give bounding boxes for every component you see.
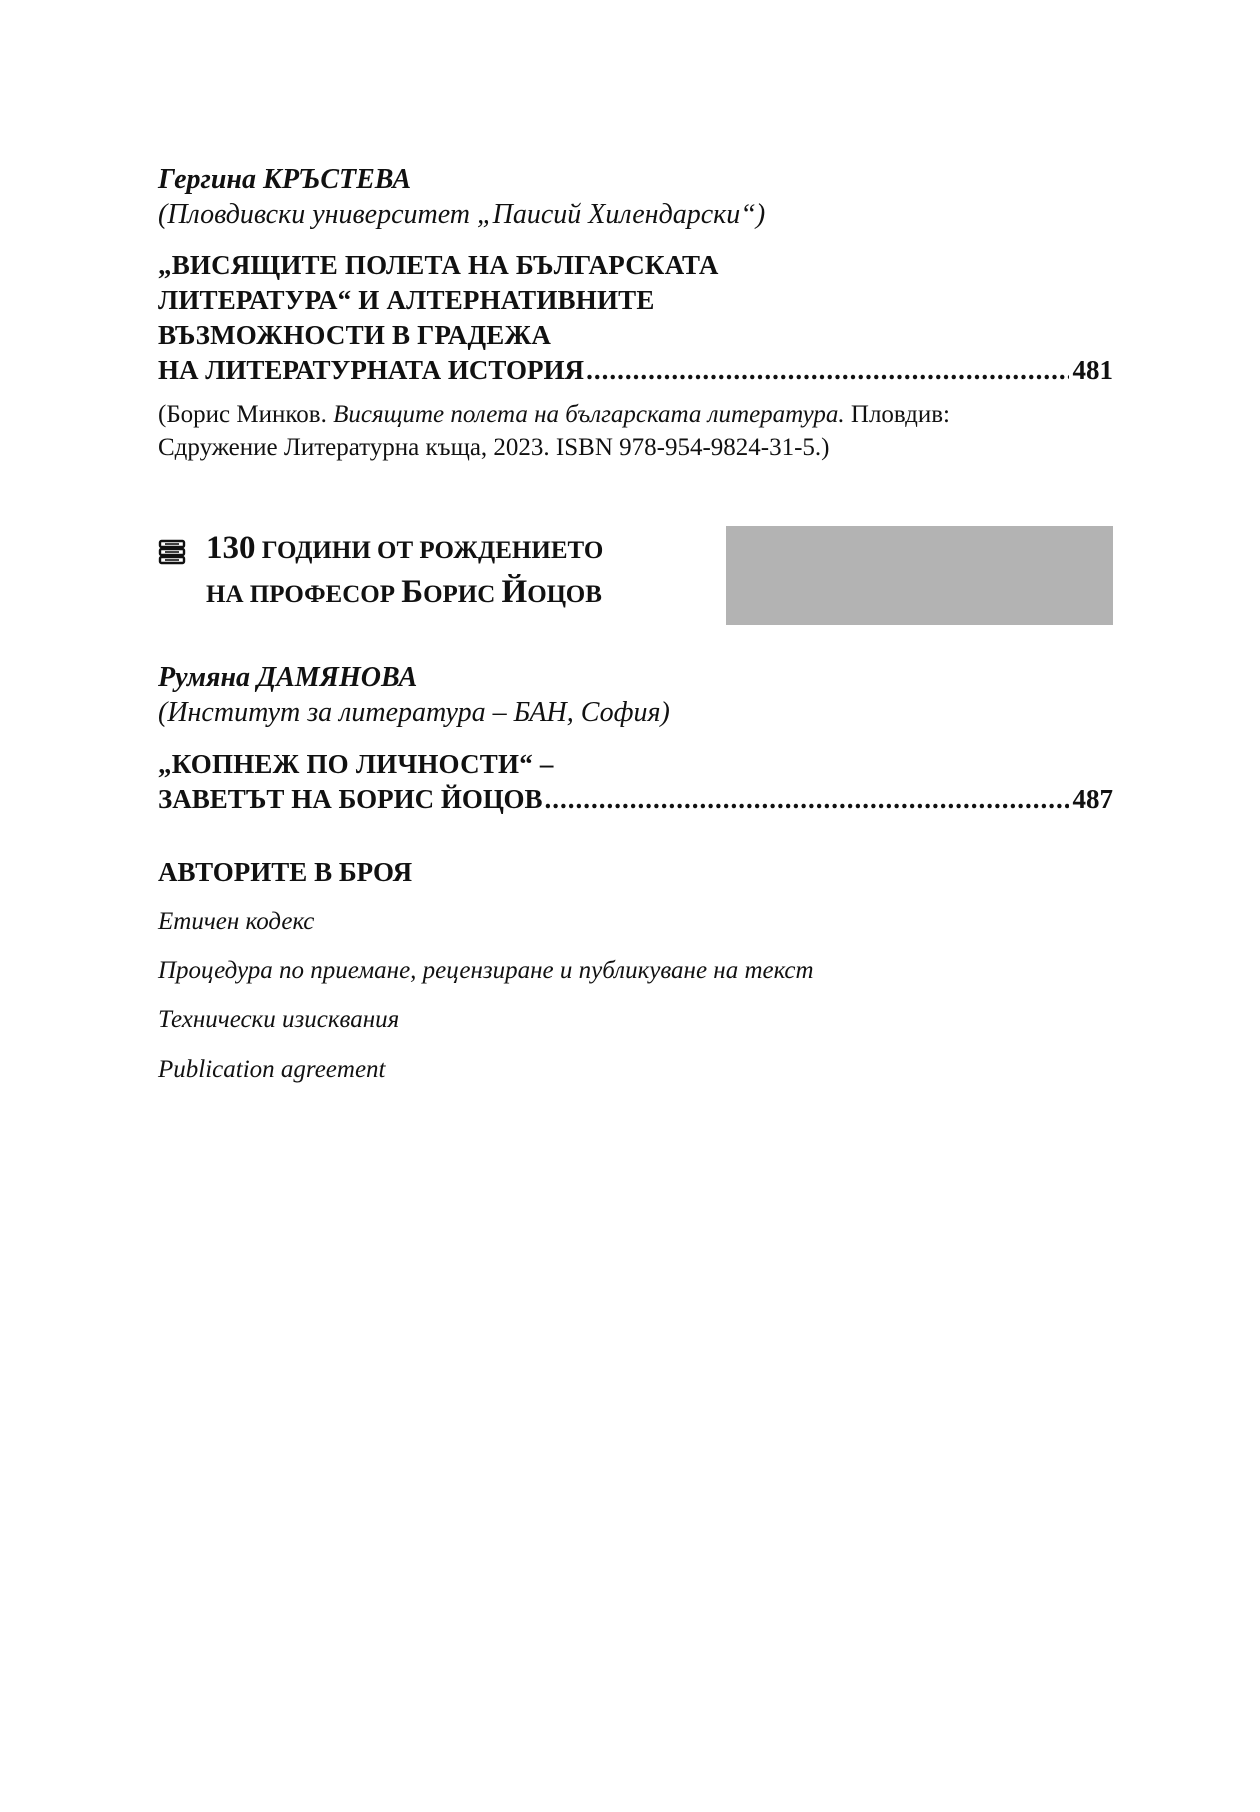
entry1-note-prefix: (Борис Минков. (158, 401, 334, 428)
entry2-title-line-1: „КОПНЕЖ ПО ЛИЧНОСТИ“ – (158, 749, 554, 779)
section-title-boris: ОРИС (423, 581, 502, 608)
dot-leader (545, 782, 1069, 816)
books-icon (158, 538, 186, 566)
section-gray-box (726, 526, 1113, 625)
section-title-line-2 (206, 572, 602, 615)
entry1-title-line-1: „ВИСЯЩИТЕ ПОЛЕТА НА БЪЛГАРСКАТА (158, 250, 719, 280)
entry1-title-line-4: НА ЛИТЕРАТУРНАТА ИСТОРИЯ (158, 355, 585, 385)
entry1-page-number: 481 (1072, 355, 1113, 385)
dot-leader (586, 353, 1068, 387)
authors-in-issue-heading[interactable]: АВТОРИТЕ В БРОЯ (158, 857, 413, 887)
entry2-toc-line[interactable] (158, 782, 1113, 816)
extra-item-technical-requirements[interactable]: Технически изисквания (158, 1006, 400, 1033)
entry1-title-line-3: ВЪЗМОЖНОСТИ В ГРАДЕЖА (158, 320, 552, 350)
section-title-line-1 (206, 528, 603, 571)
entry1-note-suffix: Пловдив: (844, 401, 950, 428)
entry2-page-number: 487 (1072, 784, 1113, 814)
section-title-rest: ГОДИНИ ОТ РОЖДЕНИЕТО (255, 537, 604, 564)
extra-item-publication-agreement[interactable]: Publication agreement (158, 1056, 386, 1083)
entry1-author: Гергина КРЪСТЕВА (158, 164, 412, 195)
entry1-note-line-1 (158, 399, 950, 431)
entry1-toc-line[interactable] (158, 353, 1113, 387)
section-number: 130 (206, 530, 256, 566)
entry1-note-book-title: Висящите полета на българската литература. (333, 401, 845, 428)
extra-item-ethics-code[interactable]: Етичен кодекс (158, 908, 315, 935)
entry1-affiliation: (Пловдивски университет „Паисий Хилендарски“) (158, 199, 766, 230)
entry2-title-line-2: ЗАВЕТЪТ НА БОРИС ЙОЦОВ (158, 784, 543, 814)
entry1-note-line-2: Сдружение Литературна къща, 2023. ISBN 978-954-9824-31-5.) (158, 434, 830, 461)
section-title-yotsov: ОЦОВ (527, 581, 602, 608)
section-title-initial-b: Б (401, 574, 424, 610)
section-title-prefix: НА ПРОФЕСОР (206, 581, 402, 608)
extra-item-review-procedure[interactable]: Процедура по приемане, рецензиране и публикуване на текст (158, 957, 814, 984)
toc-page (158, 0, 1113, 1812)
entry2-affiliation: (Институт за литература – БАН, София) (158, 697, 670, 728)
entry1-title-line-2: ЛИТЕРАТУРА“ И АЛТЕРНАТИВНИТЕ (158, 285, 655, 315)
section-title-initial-y: Й (501, 574, 528, 610)
entry2-author: Румяна ДАМЯНОВА (158, 662, 418, 693)
